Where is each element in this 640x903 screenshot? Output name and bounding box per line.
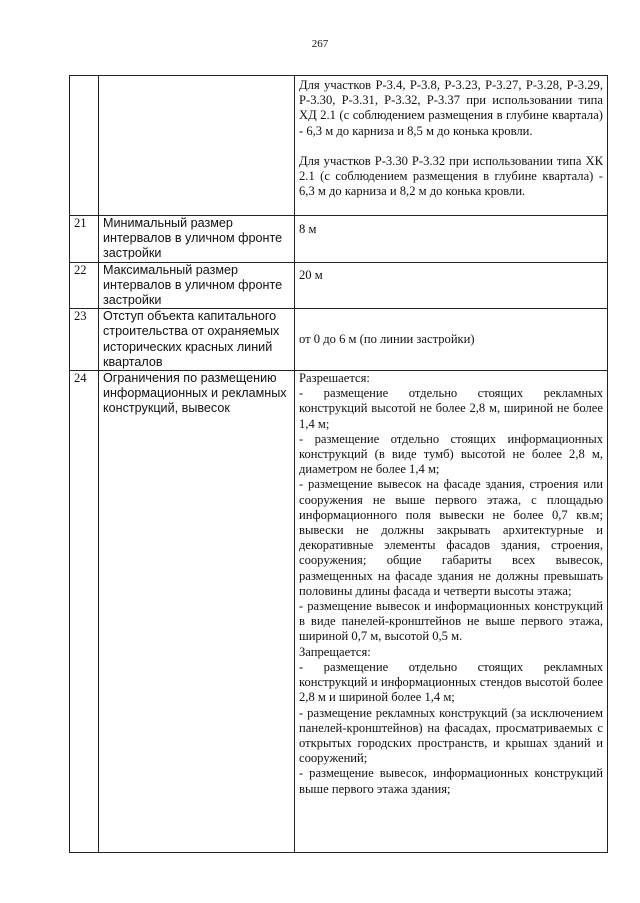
parameter-name: Отступ объекта капитального строительства от охраняемых исторических красных линий кварталов xyxy=(99,309,295,371)
value-paragraph: - размещение вывесок, информационных конструкций выше первого этажа здания; xyxy=(299,766,603,796)
parameter-name: Максимальный размер интервалов в уличном фронте застройки xyxy=(99,262,295,309)
value-paragraph: Для участков Р-3.30 Р-3.32 при использовании типа ХК 2.1 (с соблюдением размещения в глубине квартала) - 6,3 м до карниза и 8,2 м до конька кровли. xyxy=(299,153,603,199)
value-paragraph: Запрещается: xyxy=(299,644,371,659)
table-row xyxy=(70,371,608,853)
value-paragraph: Для участков Р-3.4, Р-3.8, Р-3.23, Р-3.27, Р-3.28, Р-3.29, Р-3.30, Р-3.31, Р-3.32, Р-3.37 при использовании типа ХД 2.1 (с соблюдением размещения в глубине квартала) - 6,3 м до карниза и 8,5 м до конька кровли. xyxy=(299,78,603,138)
value-paragraph: - размещение отдельно стоящих рекламных конструкций и информационных стендов высотой более 2,8 м и шириной более 1,4 м; xyxy=(299,659,603,705)
parameter-value xyxy=(295,216,608,263)
parameter-name: Ограничения по размещению информационных и рекламных конструкций, вывесок xyxy=(99,371,295,853)
regulations-table xyxy=(69,75,608,853)
table-row xyxy=(70,262,608,309)
value-paragraph: от 0 до 6 м (по линии застройки) xyxy=(299,332,475,347)
page-number: 267 xyxy=(311,38,329,50)
value-paragraph: Разрешается: xyxy=(299,371,370,386)
parameter-value xyxy=(295,371,608,853)
value-paragraph: 20 м xyxy=(299,267,323,282)
row-number: 21 xyxy=(70,216,99,263)
value-paragraph: - размещение отдельно стоящих рекламных конструкций высотой не более 2,8 м, шириной не более 1,4 м; xyxy=(299,386,603,431)
row-number xyxy=(70,76,99,216)
parameter-name xyxy=(99,76,295,216)
parameter-value xyxy=(295,262,608,309)
row-number: 24 xyxy=(70,371,99,853)
table-row xyxy=(70,309,608,371)
table-row xyxy=(70,216,608,263)
parameter-value xyxy=(295,76,608,216)
value-paragraph: - размещение вывесок и информационных конструкций в виде панелей-кронштейнов не выше первого этажа, шириной 0,7 м, высотой 0,5 м. xyxy=(299,599,603,644)
row-number: 22 xyxy=(70,262,99,309)
value-paragraph: - размещение вывесок на фасаде здания, строения или сооружения не выше первого этажа, с площадью информационного поля вывески не более 0,7 кв.м; вывески не должны закрывать архитектурные и декоративные элементы фасадов здания, строения, сооружения; общие габариты всех вывесок, размещенных на фасаде здания не должны превышать половины длины фасада и четверти высоты этажа; xyxy=(299,477,603,598)
parameter-name: Минимальный размер интервалов в уличном фронте застройки xyxy=(99,216,295,263)
value-paragraph: - размещение отдельно стоящих информационных конструкций (в виде тумб) высотой не более 2,8 м, диаметром не более 1,4 м; xyxy=(299,431,603,477)
table-row xyxy=(70,76,608,216)
value-paragraph: - размещение рекламных конструкций (за исключением панелей-кронштейнов) на фасадах, просматриваемых с открытых городских пространств, и крышах зданий и сооружений; xyxy=(299,705,603,766)
value-paragraph: 8 м xyxy=(299,222,317,236)
row-number: 23 xyxy=(70,309,99,371)
parameter-value xyxy=(295,309,608,371)
